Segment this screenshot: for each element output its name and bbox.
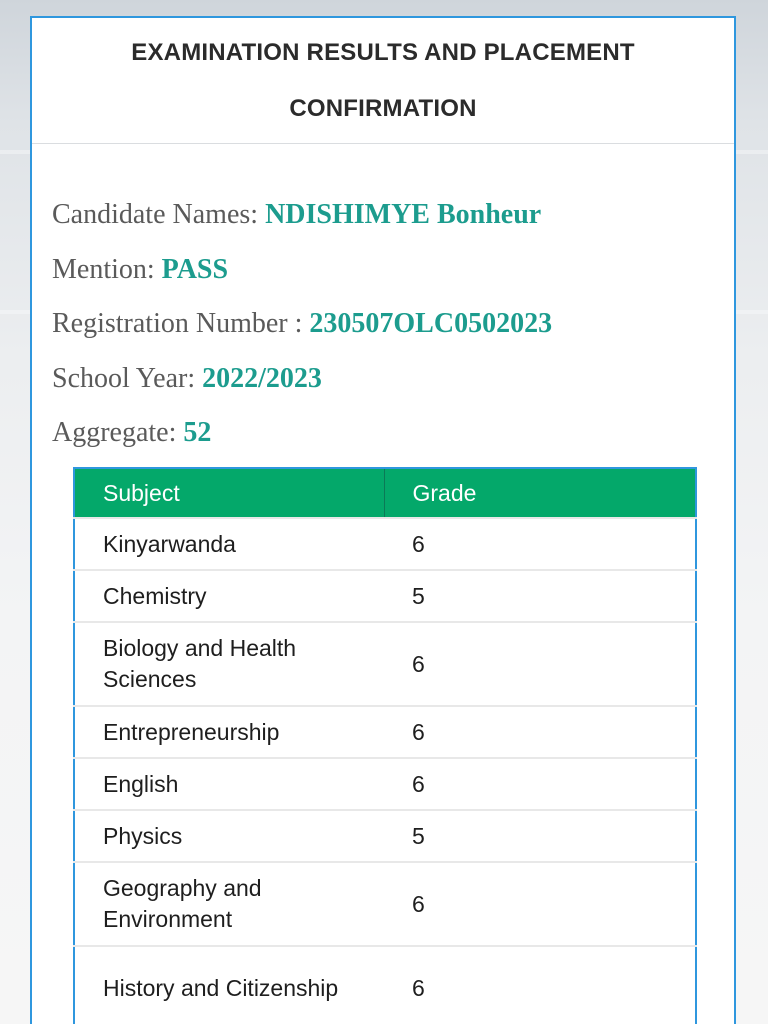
grade-cell: 5 — [384, 810, 696, 862]
table-row — [74, 622, 696, 706]
subject-cell: Entrepreneurship — [74, 706, 384, 758]
aggregate-row — [52, 418, 714, 473]
registration-value: 230507OLC0502023 — [309, 308, 553, 339]
table-row — [74, 946, 696, 1024]
grade-cell: 6 — [384, 622, 696, 706]
subject-cell: History and Citizenship — [74, 946, 384, 1024]
grade-cell: 5 — [384, 570, 696, 622]
aggregate-label: Aggregate: — [52, 417, 177, 448]
table-row — [74, 862, 696, 946]
grade-cell: 6 — [384, 758, 696, 810]
table-row — [74, 810, 696, 862]
subject-column-header: Subject — [74, 468, 384, 518]
card-header — [32, 18, 734, 144]
subject-cell: Geography and Environment — [74, 862, 384, 946]
grade-cell: 6 — [384, 518, 696, 570]
subject-cell: English — [74, 758, 384, 810]
grade-cell: 6 — [384, 862, 696, 946]
candidate-names-value: NDISHIMYE Bonheur — [265, 199, 542, 230]
candidate-names-row — [52, 200, 714, 255]
grade-cell: 6 — [384, 946, 696, 1024]
subject-cell: Chemistry — [74, 570, 384, 622]
mention-row — [52, 255, 714, 310]
registration-row — [52, 309, 714, 364]
candidate-names-label: Candidate Names: — [52, 199, 259, 230]
aggregate-value: 52 — [183, 417, 212, 448]
school-year-value: 2022/2023 — [202, 362, 322, 394]
grade-cell: 6 — [384, 706, 696, 758]
mention-value: PASS — [161, 253, 229, 285]
subject-cell: Biology and Health Sciences — [74, 622, 384, 706]
mention-label: Mention: — [52, 253, 155, 285]
school-year-label: School Year: — [52, 362, 196, 394]
table-row — [74, 518, 696, 570]
table-row — [74, 758, 696, 810]
subject-cell: Kinyarwanda — [74, 518, 384, 570]
page-title: EXAMINATION RESULTS AND PLACEMENT CONFIRMATION — [131, 38, 635, 122]
table-row — [74, 706, 696, 758]
table-header-row — [74, 468, 696, 518]
grades-table — [73, 467, 697, 1024]
school-year-row — [52, 364, 714, 419]
table-row — [74, 570, 696, 622]
grade-column-header: Grade — [384, 468, 696, 518]
results-card — [30, 16, 736, 1024]
candidate-info — [52, 200, 714, 473]
registration-label: Registration Number : — [52, 308, 303, 339]
subject-cell: Physics — [74, 810, 384, 862]
